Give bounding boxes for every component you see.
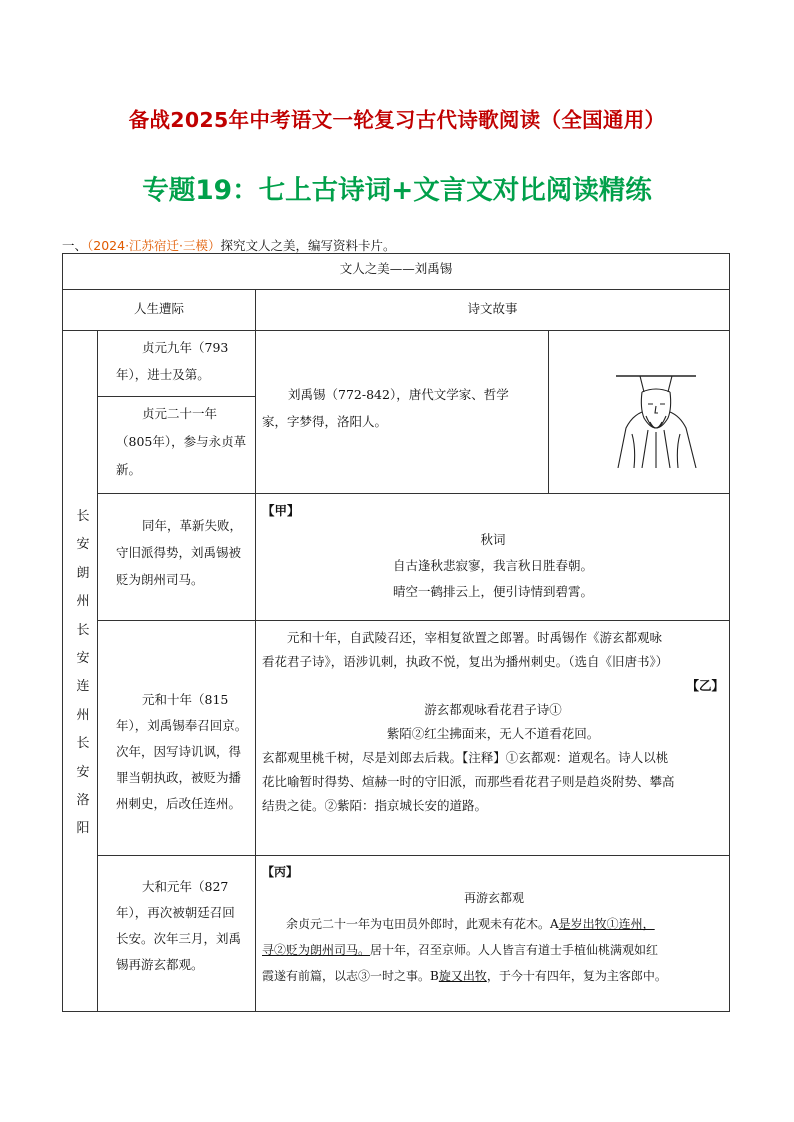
label-yi: 【乙】 (686, 678, 724, 693)
label-jia: 【甲】 (262, 503, 300, 518)
poem-title-qiuci: 秋词 (480, 532, 506, 547)
places-vertical: 长 安 朗 州 长 安 连 州 长 安 洛 阳 (76, 509, 90, 837)
question-intro: 一、（2024·江苏宿迁·三模）探究文人之美，编写资料卡片。 (62, 238, 396, 253)
question-source: （2024·江苏宿迁·三模） (87, 238, 221, 253)
column-header-story: 诗文故事 (467, 301, 518, 316)
life-event-793: 贞元九年（793 年），进士及第。 (116, 340, 229, 382)
document-title: 备战2025年中考语文一轮复习古代诗歌阅读（全国通用） (128, 108, 666, 132)
poem-title-xuandu: 游玄都观咏看花君子诗① (424, 702, 562, 717)
underlined-sentence-a: 是岁出牧①连州， (558, 917, 655, 931)
life-event-exile-langzhou: 同年，革新失败， 守旧派得势，刘禹锡被 贬为朗州司马。 (116, 518, 243, 587)
author-intro: 刘禹锡（772-842），唐代文学家、哲学 家，字梦得，洛阳人。 (262, 387, 509, 429)
column-header-life: 人生遭际 (133, 301, 184, 316)
life-event-827: 大和元年（827 年），再次被朝廷召回 长安。次年三月，刘禹 锡再游玄都观。 (116, 879, 242, 972)
portrait-image (612, 368, 700, 468)
text-bing: 【丙】 再游玄都观 余贞元二十一年为屯田员外郎时，此观未有花木。A是岁出牧①连州， 寻②贬为朗州司马。居十年，召至京师。人人皆言有道士手植仙桃满观如红 霞遂有前篇，以志③一时之事。B旋又出牧，于今十有四年，复为主客郎中。 (262, 859, 726, 989)
label-bing: 【丙】 (262, 865, 299, 879)
text-yi: 元和十年，自武陵召还，宰相复欲置之郎署。时禹锡作《游玄都观咏 看花君子诗》，语涉讥刺，执政不悦，复出为播州刺史。（选自《旧唐书》） 【乙】 游玄都观咏看花君子诗① 紫陌②红尘拂面来，无人不道看花回。 玄都观里桃千树，尽是刘郎去后栽。【注释】①玄都观：道观名。诗人以桃 花比喻暂时得势、煊赫一时的守旧派，而那些看花君子则是趋炎附势、攀高 结贵之徒。②紫陌：指京城长安的道路。 (262, 630, 724, 813)
card-title: 文人之美——刘禹锡 (339, 261, 453, 276)
underlined-sentence-b: 旋又出牧 (438, 969, 487, 983)
underlined-sentence-a-cont: 寻②贬为朗州司马。 (262, 943, 371, 957)
life-event-805: 贞元二十一年 （805年），参与永贞革 新。 (116, 406, 247, 477)
text-jia: 【甲】 秋词 自古逢秋悲寂寥，我言秋日胜春朝。 晴空一鹤排云上，便引诗情到碧霄。 (262, 498, 724, 605)
essay-title-zaiyou: 再游玄都观 (463, 891, 524, 905)
life-event-815: 元和十年（815 年），刘禹锡奉召回京。 次年，因写诗讥讽，得 罪当朝执政，被贬为播 州刺史，后改任连州。 (116, 692, 248, 811)
topic-title: 专题19：七上古诗词+文言文对比阅读精练 (142, 175, 652, 206)
